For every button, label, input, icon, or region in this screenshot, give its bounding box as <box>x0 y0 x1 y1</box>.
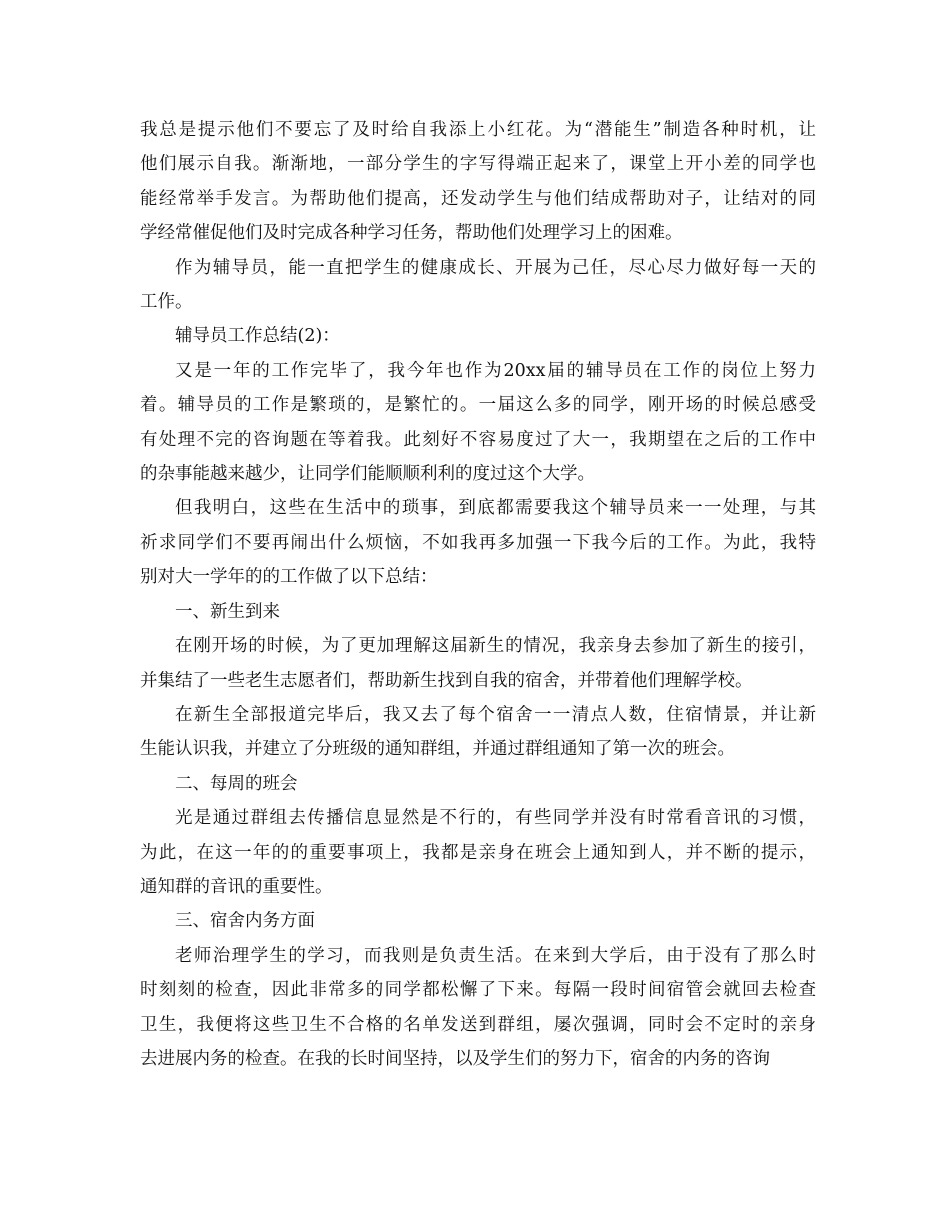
paragraph <box>140 354 816 492</box>
text-line: 作为辅导员，能一直把学生的健康成长、开展为己任，尽心尽力做好每一天的 <box>175 257 816 278</box>
paragraph <box>140 595 816 629</box>
text-line: 辅导员工作总结(2)： <box>175 326 340 347</box>
text-line: 工作。 <box>140 292 193 313</box>
text-line: 着。辅导员的工作是繁琐的，是繁忙的。一届这么多的同学，刚开场的时候总感受 <box>140 395 816 416</box>
paragraph <box>140 251 816 320</box>
text-line: 在新生全部报道完毕后，我又去了每个宿舍一一清点人数，住宿情景，并让新 <box>175 704 816 725</box>
paragraph <box>140 801 816 904</box>
text-line: 在刚开场的时候，为了更加理解这届新生的情况，我亲身去参加了新生的接引， <box>175 636 816 657</box>
text-line: 祈求同学们不要再闹出什么烦恼，不如我再多加强一下我今后的工作。为此，我特 <box>140 532 816 553</box>
paragraph <box>140 939 816 1077</box>
text-line: 三、宿舍内务方面 <box>175 911 315 932</box>
text-line: 老师治理学生的学习，而我则是负责生活。在来到大学后，由于没有了那么时 <box>175 945 816 966</box>
paragraph <box>140 698 816 767</box>
text-line: 光是通过群组去传播信息显然是不行的，有些同学并没有时常看音讯的习惯， <box>175 808 816 829</box>
paragraph <box>140 113 816 251</box>
document-body <box>140 113 816 1076</box>
paragraph <box>140 767 816 801</box>
text-line: 别对大一学年的的工作做了以下总结： <box>140 567 438 588</box>
text-line: 时刻刻的检查，因此非常多的同学都松懈了下来。每隔一段时间宿管会就回去检查 <box>140 980 816 1001</box>
text-line: 我总是提示他们不要忘了及时给自我添上小红花。为“潜能生”制造各种时机，让 <box>140 120 816 140</box>
paragraph <box>140 904 816 938</box>
text-line: 有处理不完的咨询题在等着我。此刻好不容易度过了大一，我期望在之后的工作中 <box>140 429 816 450</box>
paragraph <box>140 491 816 594</box>
text-line: 为此，在这一年的的重要事项上，我都是亲身在班会上通知到人，并不断的提示， <box>140 842 816 863</box>
text-line: 生能认识我，并建立了分班级的通知群组，并通过群组通知了第一次的班会。 <box>140 739 735 760</box>
text-line: 学经常催促他们及时完成各种学习任务，帮助他们处理学习上的困难。 <box>140 223 683 244</box>
text-line: 去进展内务的检查。在我的长时间坚持，以及学生们的努力下，宿舍的内务的咨询 <box>140 1048 770 1069</box>
text-line: 的杂事能越来越少，让同学们能顺顺利利的度过这个大学。 <box>140 464 595 485</box>
text-line: 但我明白，这些在生活中的琐事，到底都需要我这个辅导员来一一处理，与其 <box>175 498 816 519</box>
text-line: 一、新生到来 <box>175 601 280 622</box>
text-line: 通知群的音讯的重要性。 <box>140 876 333 897</box>
text-line: 又是一年的工作完毕了，我今年也作为20xx届的辅导员在工作的岗位上努力 <box>175 360 816 381</box>
text-line: 卫生，我便将这些卫生不合格的名单发送到群组，屡次强调，同时会不定时的亲身 <box>140 1014 816 1035</box>
text-line: 能经常举手发言。为帮助他们提高，还发动学生与他们结成帮助对子，让结对的同 <box>140 188 816 209</box>
paragraph <box>140 319 816 353</box>
text-line: 并集结了一些老生志愿者们，帮助新生找到自我的宿舍，并带着他们理解学校。 <box>140 670 753 691</box>
text-line: 他们展示自我。渐渐地，一部分学生的字写得端正起来了，课堂上开小差的同学也 <box>140 154 816 175</box>
text-line: 二、每周的班会 <box>175 773 298 794</box>
paragraph <box>140 629 816 698</box>
